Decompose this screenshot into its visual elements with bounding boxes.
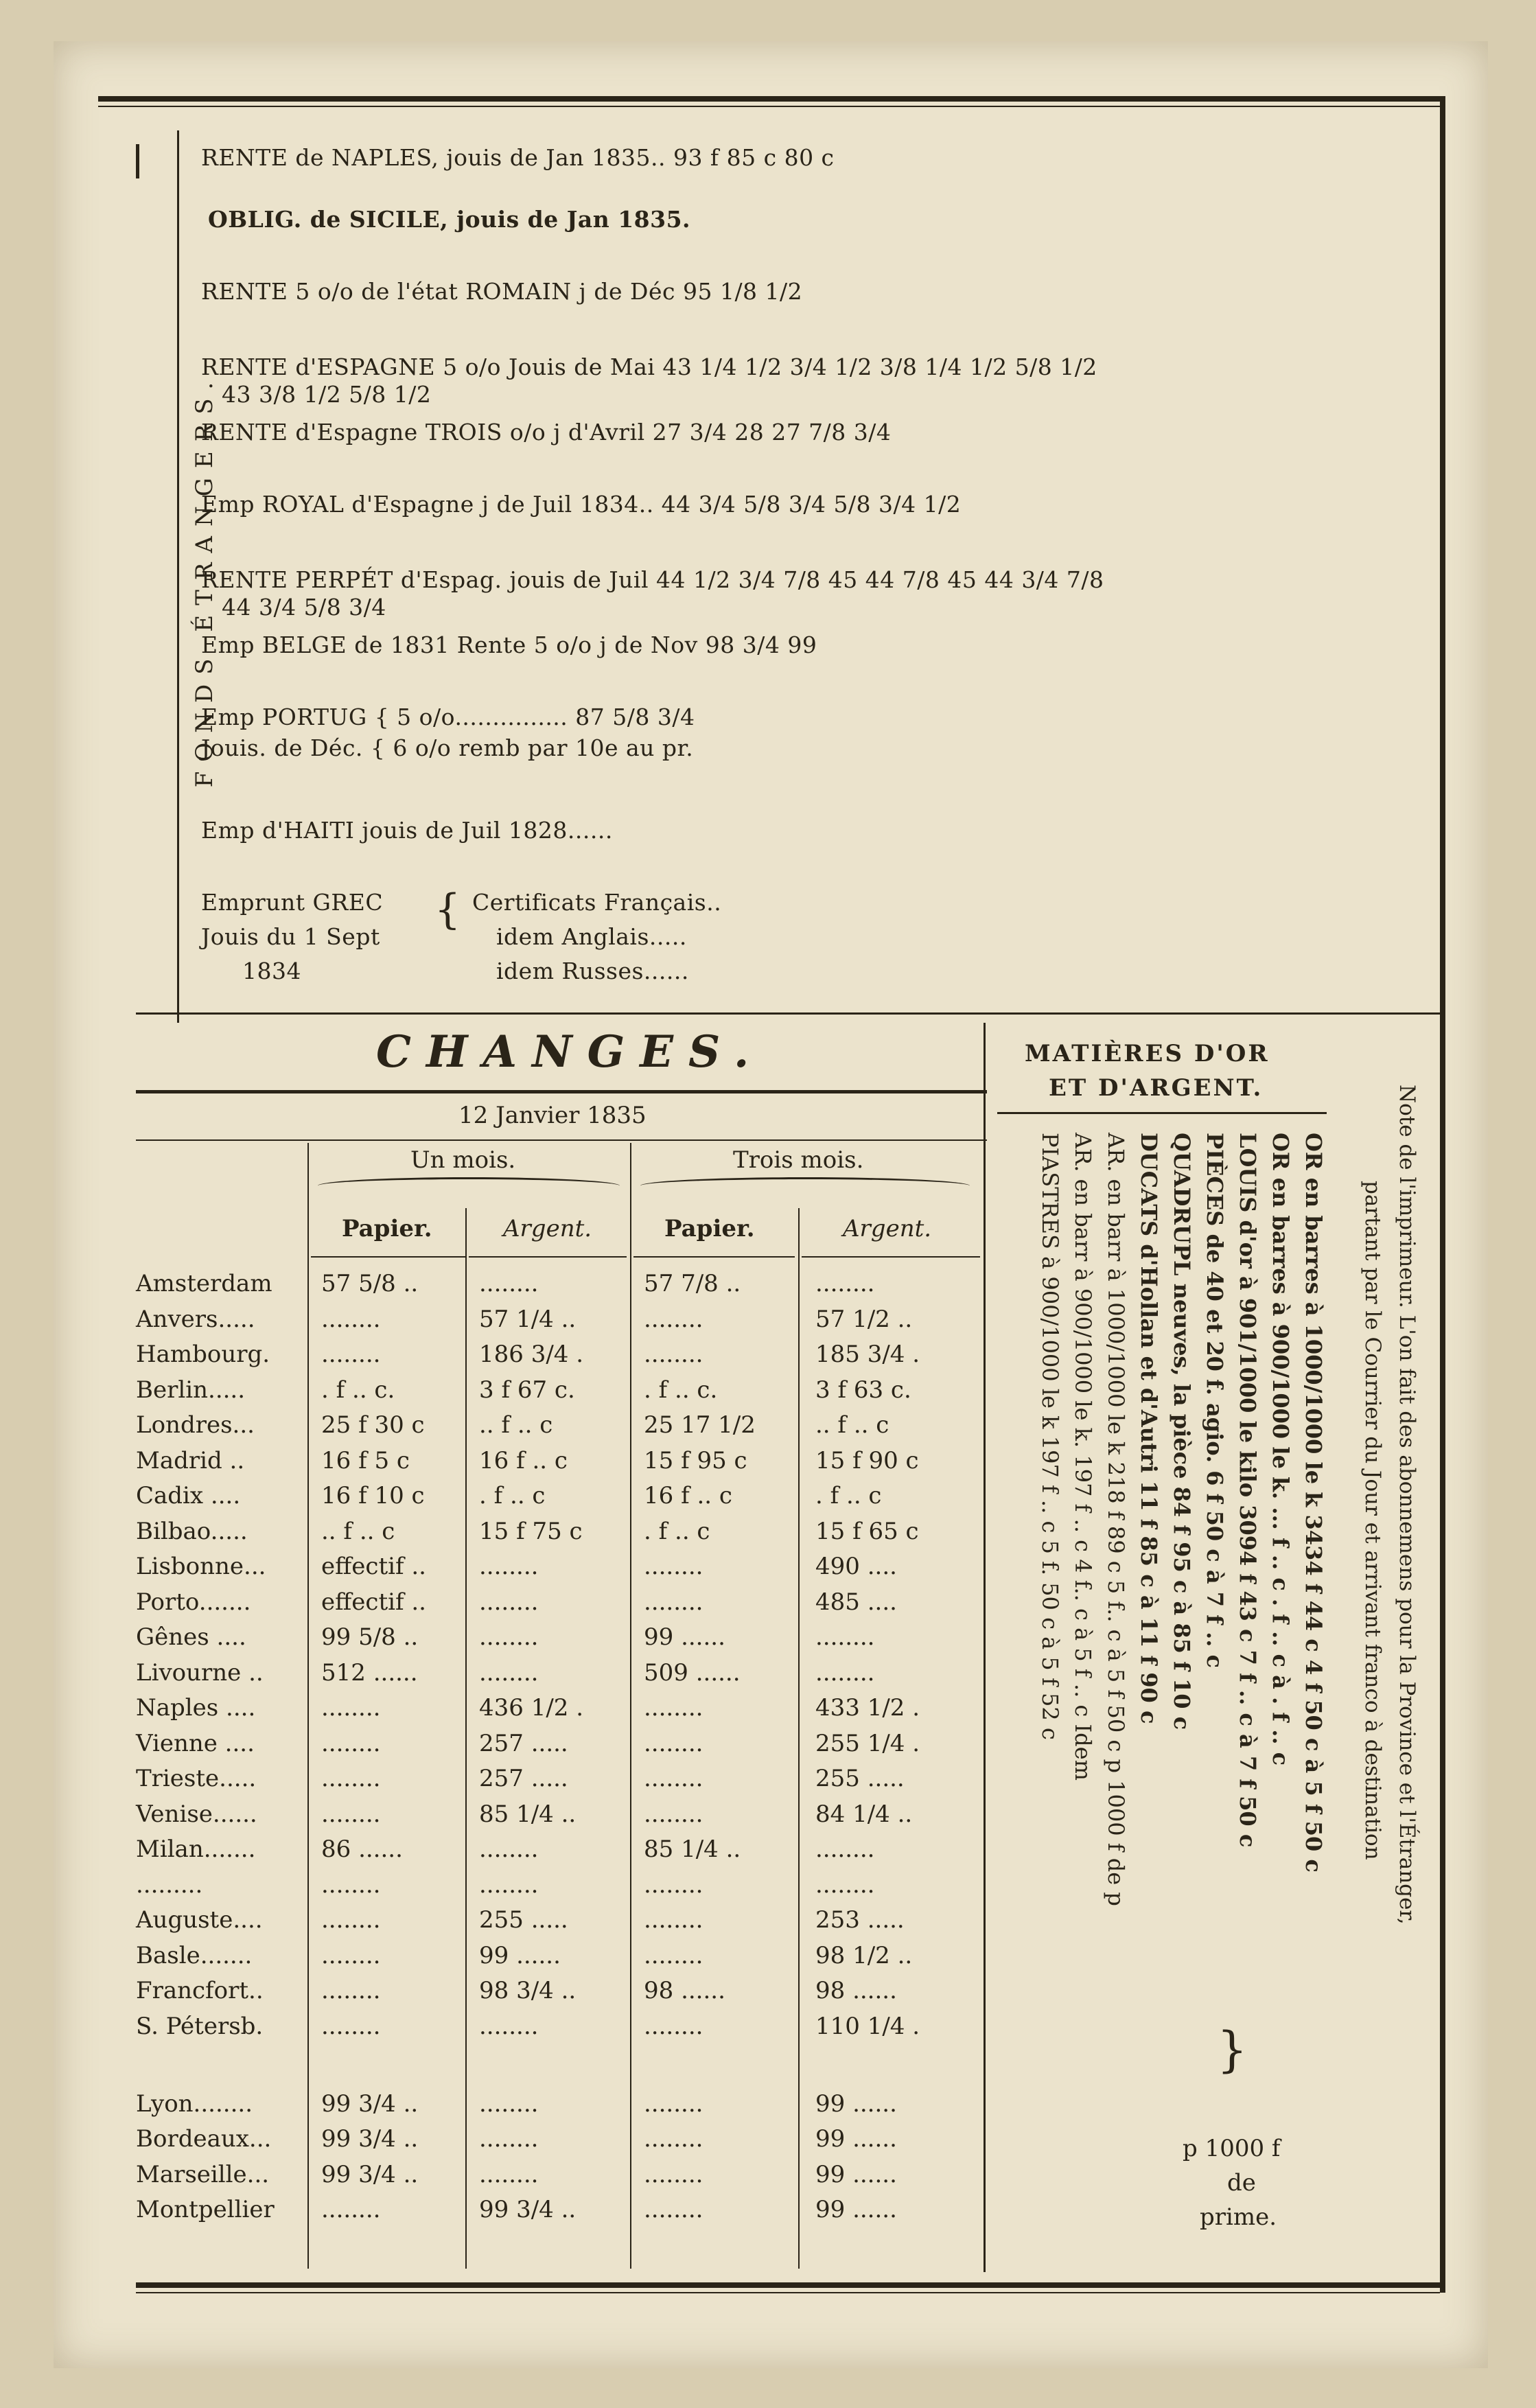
change-cell: . f .. c — [644, 1517, 710, 1545]
change-cell: 84 1/4 .. — [815, 1800, 913, 1828]
change-cell: 15 f 65 c — [815, 1517, 919, 1545]
matieres-title-2: ET D'ARGENT. — [1049, 1074, 1264, 1102]
change-city: Londres... — [136, 1411, 255, 1439]
matieres-line: OR en barres à 900/1000 le k. ... f .. c . f .. c à . f .. c — [1268, 1133, 1294, 1766]
change-cell: 15 f 95 c — [644, 1446, 747, 1474]
change-cell: 85 1/4 .. — [644, 1836, 741, 1863]
change-cell: ........ — [644, 1729, 703, 1757]
change-cell: ........ — [321, 1941, 381, 1969]
change-city: Porto....... — [136, 1588, 251, 1616]
change-cell: 99 3/4 .. — [321, 2125, 419, 2153]
change-cell: ........ — [644, 1553, 703, 1580]
change-cell: 433 1/2 . — [815, 1694, 920, 1722]
change-cell: 99 ...... — [815, 2125, 897, 2153]
grec-brace: { — [434, 885, 461, 934]
change-city: Amsterdam — [136, 1270, 272, 1297]
change-city: Bordeaux... — [136, 2125, 272, 2153]
change-cell: 257 ..... — [479, 1765, 568, 1792]
change-cell: ........ — [479, 1270, 539, 1297]
change-cell: 99 3/4 .. — [321, 2089, 419, 2118]
header-underline — [311, 1256, 465, 1258]
change-city: Milan....... — [136, 1836, 256, 1863]
imprimeur-note: partant par le Courrier du Jour et arrivant franco à destination — [1360, 1181, 1385, 1860]
change-cell: . f .. c. — [644, 1376, 718, 1404]
header-underline — [802, 1256, 980, 1258]
change-cell: effectif .. — [321, 1553, 426, 1580]
change-cell: 186 3/4 . — [479, 1341, 584, 1368]
changes-date-rule — [136, 1139, 987, 1141]
change-cell: ........ — [815, 1623, 875, 1651]
change-cell: 57 1/2 .. — [815, 1305, 913, 1333]
fonds-row: RENTE PERPÉT d'Espag. jouis de Juil 44 1/2 3/4 7/8 45 44 7/8 45 44 3/4 7/8 — [201, 566, 1104, 593]
change-city: ......... — [136, 1871, 203, 1899]
change-cell: 99 ...... — [479, 1941, 561, 1969]
matieres-line: DUCATS d'Hollan et d'Autri 11 f 85 c à 11 f 90 c — [1136, 1133, 1162, 1724]
change-cell: ........ — [644, 1305, 703, 1333]
change-city: Lyon........ — [136, 2089, 253, 2118]
change-city: Marseille... — [136, 2160, 270, 2188]
header-un-mois: Un mois. — [410, 1146, 516, 1174]
grec-right: Certificats Français.. — [472, 889, 722, 916]
changes-matieres-divider — [984, 1023, 986, 2272]
change-city: Lisbonne... — [136, 1553, 266, 1580]
header-underline — [469, 1256, 627, 1258]
change-cell: 3 f 67 c. — [479, 1376, 575, 1404]
change-cell: 255 1/4 . — [815, 1729, 920, 1757]
change-cell: 15 f 75 c — [479, 1517, 583, 1545]
change-cell: 15 f 90 c — [815, 1446, 919, 1474]
change-cell: ........ — [479, 1871, 539, 1899]
brace-un-mois — [318, 1177, 620, 1194]
change-cell: 512 ...... — [321, 1658, 418, 1687]
change-cell: 16 f .. c — [479, 1446, 568, 1474]
fonds-row: Emp d'HAITI jouis de Juil 1828...... — [201, 817, 613, 844]
change-cell: . f .. c. — [321, 1376, 395, 1404]
change-cell: 110 1/4 . — [815, 2012, 920, 2040]
change-city: Madrid .. — [136, 1446, 245, 1474]
change-cell: ........ — [644, 1871, 703, 1899]
brace-trois-mois — [640, 1177, 970, 1194]
change-cell: 436 1/2 . — [479, 1694, 584, 1722]
change-cell: ........ — [479, 1623, 539, 1651]
change-cell: 257 ..... — [479, 1729, 568, 1757]
change-cell: ........ — [321, 1765, 381, 1792]
change-cell: 16 f 10 c — [321, 1482, 425, 1509]
change-cell: ........ — [321, 1977, 381, 2004]
imprimeur-note: Note de l'imprimeur. L'on fait des abonnemens pour la Province et l'Étranger, — [1395, 1085, 1419, 1925]
change-cell: 509 ...... — [644, 1658, 741, 1687]
change-cell: 98 ...... — [815, 1977, 897, 2004]
change-cell: 99 5/8 .. — [321, 1623, 419, 1651]
fonds-row-cont: 43 3/8 1/2 5/8 1/2 — [222, 381, 432, 408]
change-cell: ........ — [321, 1800, 381, 1828]
change-cell: ........ — [644, 2012, 703, 2040]
change-cell: ........ — [815, 1270, 875, 1297]
col-rule — [465, 1208, 467, 2269]
change-cell: 98 ...... — [644, 1977, 725, 2004]
fonds-row: Emp BELGE de 1831 Rente 5 o/o j de Nov 98 3/4 99 — [201, 632, 817, 658]
change-cell: 99 3/4 .. — [321, 2160, 419, 2188]
change-cell: ........ — [321, 1694, 381, 1722]
change-cell: ........ — [479, 1588, 539, 1616]
change-city: Montpellier — [136, 2196, 275, 2223]
change-cell: .. f .. c — [479, 1411, 553, 1439]
section-rule — [136, 1012, 1440, 1015]
grec-left: Emprunt GREC — [201, 889, 384, 916]
fonds-row: RENTE d'ESPAGNE 5 o/o Jouis de Mai 43 1/4 1/2 3/4 1/2 3/8 1/4 1/2 5/8 1/2 — [201, 354, 1097, 380]
change-city: Hambourg. — [136, 1341, 270, 1368]
header-argent: Argent. — [503, 1215, 592, 1242]
change-cell: ........ — [815, 1658, 875, 1687]
change-city: Naples .... — [136, 1694, 256, 1722]
change-cell: 255 ..... — [815, 1765, 905, 1792]
change-cell: ........ — [644, 1588, 703, 1616]
fonds-row-cont: Jouis. de Déc. { 6 o/o remb par 10e au pr. — [201, 734, 694, 761]
change-cell: ........ — [644, 1694, 703, 1722]
fonds-row: Emp PORTUG { 5 o/o............... 87 5/8 3/4 — [201, 704, 695, 730]
change-cell: ........ — [644, 1941, 703, 1969]
change-cell: ........ — [479, 1553, 539, 1580]
changes-title: CHANGES. — [376, 1026, 765, 1078]
fonds-row-cont: 44 3/4 5/8 3/4 — [222, 594, 386, 621]
change-cell: 99 ...... — [815, 2089, 897, 2118]
change-cell: ........ — [479, 1658, 539, 1687]
change-cell: 99 ...... — [644, 1623, 725, 1651]
change-cell: 57 7/8 .. — [644, 1270, 741, 1297]
grec-left: 1834 — [242, 958, 301, 984]
change-cell: 98 1/2 .. — [815, 1941, 913, 1969]
newspaper-page — [54, 41, 1488, 2368]
change-cell: ........ — [644, 1906, 703, 1934]
change-city: Vienne .... — [136, 1729, 255, 1757]
change-cell: ........ — [644, 2125, 703, 2153]
grec-right: idem Anglais..... — [496, 923, 687, 950]
change-city: Bilbao..... — [136, 1517, 248, 1545]
change-cell: .. f .. c — [321, 1517, 395, 1545]
change-cell: ........ — [479, 2125, 539, 2153]
change-city: Francfort.. — [136, 1977, 264, 2004]
change-cell: 99 ...... — [815, 2196, 897, 2223]
change-cell: 98 3/4 .. — [479, 1977, 577, 2004]
fonds-row: RENTE d'Espagne TROIS o/o j d'Avril 27 3/4 28 27 7/8 3/4 — [201, 419, 892, 445]
change-cell: ........ — [321, 2196, 381, 2223]
col-rule — [307, 1143, 309, 2269]
change-cell: . f .. c — [479, 1482, 546, 1509]
change-cell: . f .. c — [815, 1482, 882, 1509]
top-rule-thin — [98, 106, 1443, 107]
change-cell: 85 1/4 .. — [479, 1800, 577, 1828]
matieres-footer: p 1000 f — [1183, 2135, 1281, 2162]
change-city: Gênes .... — [136, 1623, 246, 1651]
right-border — [1440, 96, 1445, 2293]
change-city: Berlin..... — [136, 1376, 246, 1404]
change-cell: 3 f 63 c. — [815, 1376, 911, 1404]
change-cell: ........ — [644, 1341, 703, 1368]
change-city: S. Pétersb. — [136, 2012, 264, 2040]
col-rule — [630, 1143, 631, 2269]
col-rule — [798, 1208, 800, 2269]
matieres-rule — [997, 1112, 1327, 1114]
matieres-title-1: MATIÈRES D'OR — [1025, 1040, 1270, 1067]
change-cell: 253 ..... — [815, 1906, 905, 1934]
matieres-footer: prime. — [1200, 2203, 1277, 2231]
matieres-line: AR. en barr à 900/1000 le k. 197 f .. c 4 f.. c à 5 f .. c Idem — [1070, 1133, 1096, 1781]
fonds-row: RENTE 5 o/o de l'état ROMAIN j de Déc 95 1/8 1/2 — [201, 278, 803, 305]
matieres-line: PIASTRES à 900/1000 le k 197 f .. c 5 f. 50 c à 5 f 52 c — [1037, 1133, 1063, 1740]
fonds-left-rule — [177, 130, 179, 1023]
change-city: Cadix .... — [136, 1482, 241, 1509]
header-trois-mois: Trois mois. — [733, 1146, 864, 1174]
change-city: Venise...... — [136, 1800, 257, 1828]
grec-left: Jouis du 1 Sept — [201, 923, 380, 950]
bottom-rule-thin — [136, 2292, 1440, 2293]
change-cell: ........ — [815, 1836, 875, 1863]
change-cell: 99 3/4 .. — [479, 2196, 577, 2223]
change-cell: 57 5/8 .. — [321, 1270, 419, 1297]
change-cell: 57 1/4 .. — [479, 1305, 577, 1333]
matieres-line: QUADRUPL neuves, la pièce 84 f 95 c à 85 f 10 c — [1169, 1133, 1195, 1730]
change-city: Basle....... — [136, 1941, 253, 1969]
matieres-brace: } — [1217, 2022, 1248, 2078]
change-cell: 99 ...... — [815, 2160, 897, 2188]
change-cell: 16 f .. c — [644, 1482, 732, 1509]
fonds-row: Emp ROYAL d'Espagne j de Juil 1834.. 44 3/4 5/8 3/4 5/8 3/4 1/2 — [201, 491, 962, 518]
matieres-line: AR. en barr à 1000/1000 le k 218 f 89 c 5 f.. c à 5 f 50 c p 1000 f de p — [1103, 1133, 1129, 1906]
change-city: Anvers..... — [136, 1305, 255, 1333]
matieres-footer: de — [1227, 2169, 1256, 2197]
change-cell: ........ — [479, 2160, 539, 2188]
changes-title-rule — [136, 1090, 987, 1093]
fonds-side-title: FONDS ÉTRANGERS. — [191, 372, 218, 788]
header-argent: Argent. — [843, 1215, 932, 1242]
change-city: Livourne .. — [136, 1658, 264, 1687]
header-papier: Papier. — [664, 1215, 755, 1242]
change-cell: ........ — [644, 2196, 703, 2223]
change-cell: 255 ..... — [479, 1906, 568, 1934]
matieres-line: PIÈCES de 40 et 20 f. agio. 6 f 50 c à 7 f .. c — [1202, 1133, 1228, 1668]
change-cell: ........ — [321, 1871, 381, 1899]
change-cell: .. f .. c — [815, 1411, 889, 1439]
change-city: Auguste.... — [136, 1906, 263, 1934]
change-cell: ........ — [321, 2012, 381, 2040]
grec-right: idem Russes...... — [496, 958, 689, 984]
change-cell: 16 f 5 c — [321, 1446, 410, 1474]
header-underline — [633, 1256, 795, 1258]
matieres-line: OR en barres à 1000/1000 le k 3434 f 44 c 4 f 50 c à 5 f 50 c — [1301, 1133, 1327, 1873]
change-cell: ........ — [321, 1305, 381, 1333]
change-cell: ........ — [479, 2089, 539, 2118]
change-cell: ........ — [321, 1729, 381, 1757]
change-cell: ........ — [644, 1765, 703, 1792]
matieres-line: LOUIS d'or à 901/1000 le kilo 3094 f 43 c 7 f .. c à 7 f 50 c — [1235, 1133, 1261, 1848]
change-cell: 25 f 30 c — [321, 1411, 425, 1439]
change-cell: 485 .... — [815, 1588, 897, 1616]
fonds-row: OBLIG. de SICILE, jouis de Jan 1835. — [208, 206, 691, 233]
change-cell: ........ — [644, 2160, 703, 2188]
change-cell: ........ — [479, 1836, 539, 1863]
change-cell: ........ — [321, 1906, 381, 1934]
change-city: Trieste..... — [136, 1765, 257, 1792]
change-cell: effectif .. — [321, 1588, 426, 1616]
change-cell: ........ — [644, 1800, 703, 1828]
change-cell: 185 3/4 . — [815, 1341, 920, 1368]
change-cell: 490 .... — [815, 1553, 897, 1580]
header-papier: Papier. — [342, 1215, 432, 1242]
change-cell: ........ — [321, 1341, 381, 1368]
changes-date: 12 Janvier 1835 — [458, 1102, 647, 1129]
fonds-left-mark — [136, 144, 139, 178]
fonds-row: RENTE de NAPLES, jouis de Jan 1835.. 93 f 85 c 80 c — [201, 144, 835, 171]
change-cell: ........ — [479, 2012, 539, 2040]
change-cell: ........ — [815, 1871, 875, 1899]
top-rule — [98, 96, 1443, 102]
change-cell: ........ — [644, 2089, 703, 2118]
bottom-rule — [136, 2282, 1440, 2288]
change-cell: 86 ...... — [321, 1836, 403, 1863]
change-cell: 25 17 1/2 — [644, 1411, 756, 1439]
